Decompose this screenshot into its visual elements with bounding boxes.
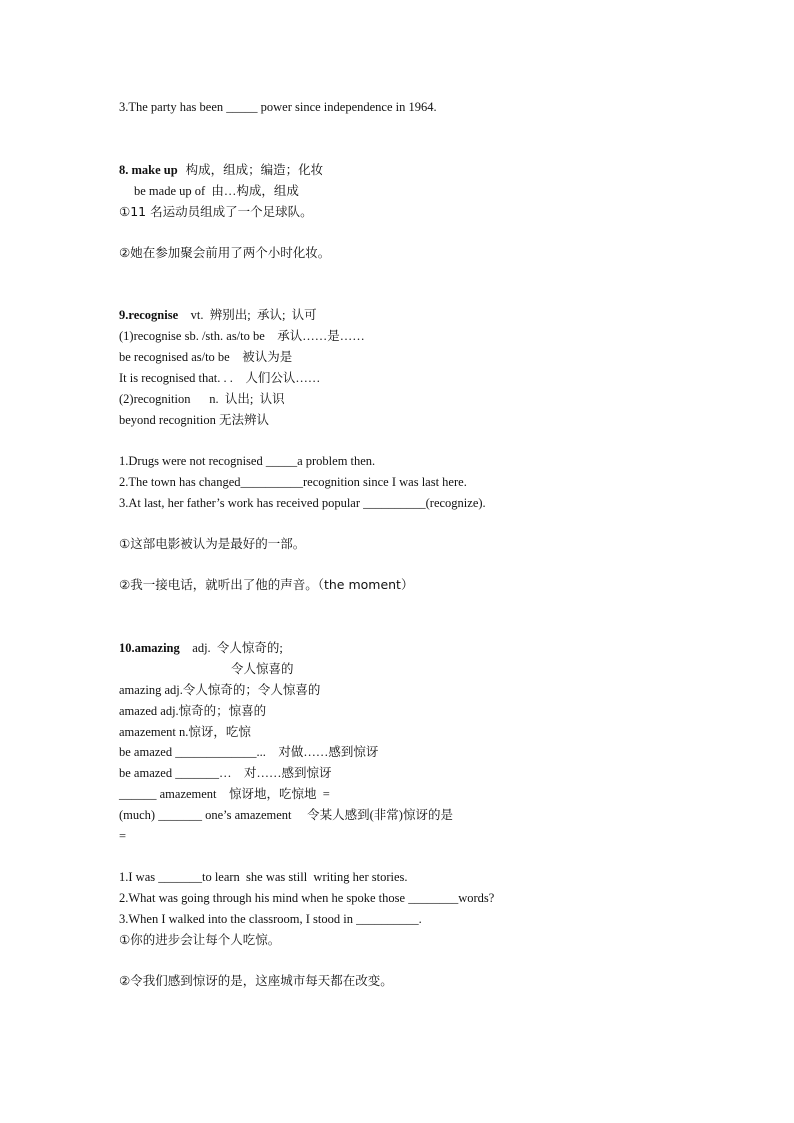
translation-10-1: ①你的进步会让每个人吃惊。: [119, 932, 281, 947]
translation-8-2: ②她在参加聚会前用了两个小时化妆。: [119, 245, 331, 260]
exercise-9-3: 3.At last, her father’s work has received popular __________(recognize).: [119, 496, 486, 510]
phrase-line: ______ amazement 惊讶地，吃惊地 =: [119, 787, 330, 801]
heading-meaning: adj. 令人惊奇的;: [179, 641, 283, 655]
translation-10-2: ②令我们感到惊讶的是，这座城市每天都在改变。: [119, 973, 393, 988]
phrase-line: amazed adj.惊奇的；惊喜的: [119, 704, 267, 718]
translation-8-1: ①11 名运动员组成了一个足球队。: [119, 204, 313, 219]
exercise-9-1: 1.Drugs were not recognised _____a problem then.: [119, 454, 376, 468]
phrase-line: be amazed _____________... 对做……感到惊讶: [119, 745, 379, 759]
translation-9-2: ②我一接电话，就听出了他的声音。（the moment）: [119, 577, 414, 592]
exercise-9-2: 2.The town has changed__________recognition since I was last here.: [119, 475, 467, 489]
phrase-line: =: [119, 829, 127, 843]
heading-term: 10.amazing: [119, 641, 180, 655]
phrase-line: be amazed _______… 对……感到惊讶: [119, 766, 332, 780]
exercise-10-2: 2.What was going through his mind when he spoke those ________words?: [119, 891, 495, 905]
exercise-10-3: 3.When I walked into the classroom, I stood in __________.: [119, 912, 422, 926]
phrase-line: beyond recognition 无法辨认: [119, 413, 269, 427]
section-8-heading: [119, 162, 323, 178]
phrase-line: It is recognised that. . . 人们公认……: [119, 371, 321, 385]
exercise-10-1: 1.I was _______to learn she was still writing her stories.: [119, 870, 408, 884]
phrase-line: (2)recognition n. 认出; 认识: [119, 392, 285, 406]
heading-term: 9.recognise: [119, 308, 179, 322]
phrase-line: (much) _______ one’s amazement 令某人感到(非常)惊讶的是: [119, 808, 453, 822]
phrase-line: (1)recognise sb. /sth. as/to be 承认……是……: [119, 329, 365, 343]
section-9-heading: [119, 307, 317, 323]
heading-term: 8. make up: [119, 163, 178, 177]
phrase-line: amazing adj.令人惊奇的；令人惊喜的: [119, 683, 321, 697]
section-10-heading: [119, 640, 283, 656]
translation-9-1: ①这部电影被认为是最好的一部。: [119, 536, 306, 551]
phrase-line: amazement n.惊讶，吃惊: [119, 725, 251, 739]
exercise-7-3: 3.The party has been _____ power since independence in 1964.: [119, 100, 437, 114]
heading-meaning-continued: 令人惊喜的: [231, 662, 294, 676]
heading-meaning: vt. 辨别出; 承认; 认可: [178, 308, 317, 322]
phrase-line: be recognised as/to be 被认为是: [119, 350, 293, 364]
phrase-line: be made up of 由…构成，组成: [134, 184, 299, 198]
heading-meaning: 构成，组成；编造；化妆: [177, 162, 324, 177]
